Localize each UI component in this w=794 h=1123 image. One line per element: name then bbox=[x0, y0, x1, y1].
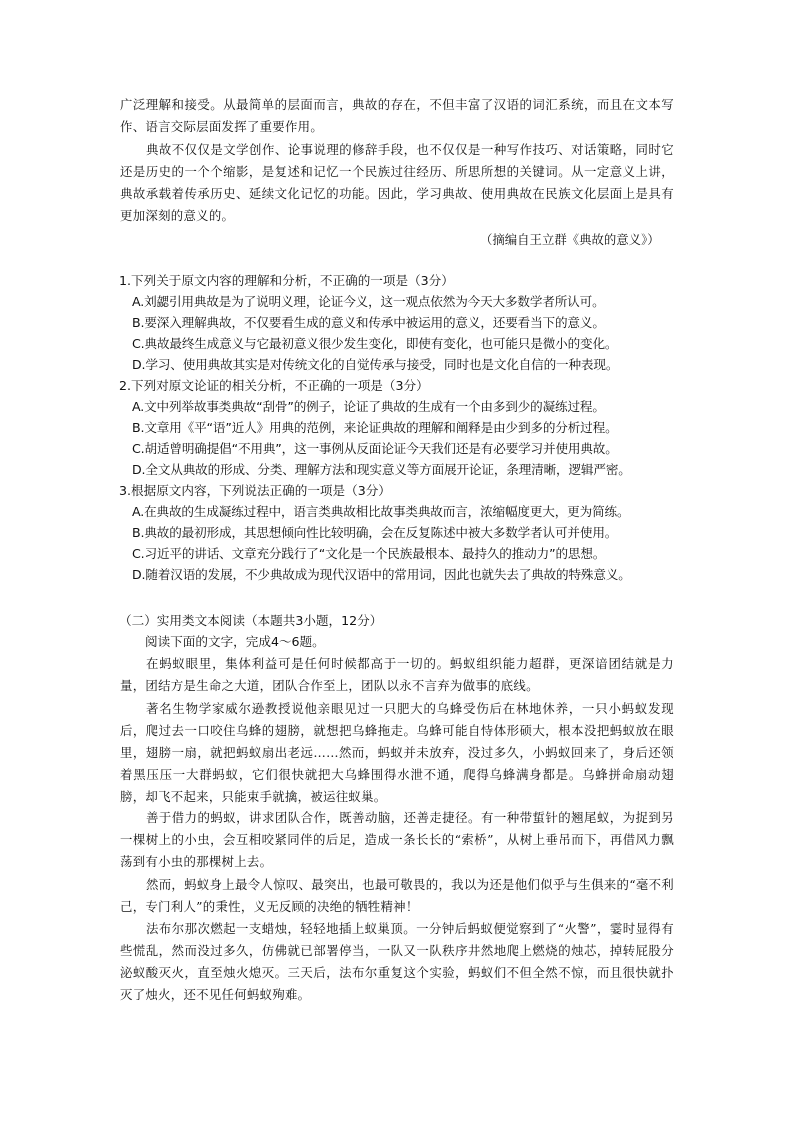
passage-source: （摘编自王立群《典故的意义》） bbox=[480, 232, 660, 247]
question-1-option-c: C.典故最终生成意义与它最初意义很少发生变化，即使有变化，也可能只是微小的变化。 bbox=[132, 336, 618, 351]
question-2-option-c: C.胡适曾明确提倡“不用典”，这一事例从反面论证今天我们还是有必要学习并使用典故。 bbox=[132, 441, 618, 456]
question-3-option-b: B.典故的最初形成，其思想倾向性比较明确，会在反复陈述中被大多数学者认可并使用。 bbox=[132, 525, 618, 540]
question-1-stem: 1.下列关于原文内容的理解和分析，不正确的一项是（3分） bbox=[119, 273, 454, 288]
section-2-instruction: 阅读下面的文字，完成4～6题。 bbox=[145, 634, 325, 649]
question-3-option-c: C.习近平的讲话、文章充分践行了“文化是一个民族最根本、最持久的推动力”的思想。 bbox=[132, 546, 606, 561]
question-3-stem: 3.根据原文内容，下列说法正确的一项是（3分） bbox=[119, 483, 391, 498]
article-paragraph-5: 法布尔那次燃起一支蜡烛，轻轻地插上蚁巢顶。一分钟后蚂蚁便觉察到了“火警”，霎时显得有些慌乱，然而没过多久，仿佛就已部署停当，一队又一队秩序井然地爬上燃烧的烛芯，掉转屁股分泌蚁酸灭火，直至烛火熄灭。三天后，法布尔重复这个实验，蚂蚁们不但全然不惊，而且很快就扑灭了烛火，还不见任何蚂蚁殉难。 bbox=[120, 921, 674, 1002]
article-paragraph-2: 著名生物学家威尔逊教授说他亲眼见过一只肥大的乌蜂受伤后在林地休养，一只小蚂蚁发现后，爬过去一口咬住乌蜂的翅膀，就想把乌蜂拖走。乌蜂可能自恃体形硕大，根本没把蚂蚁放在眼里，翅膀一扇，就把蚂蚁扇出老远……然而，蚂蚁并未放弃，没过多久，小蚂蚁回来了，身后还领着黑压压一大群蚂蚁，它们很快就把大乌蜂围得水泄不通，爬得乌蜂满身都是。乌蜂拼命扇动翅膀，却飞不起来，只能束手就擒，被运往蚁巢。 bbox=[120, 701, 674, 804]
question-1-option-b: B.要深入理解典故，不仅要看生成的意义和传承中被运用的意义，还要看当下的意义。 bbox=[132, 315, 605, 330]
question-2-option-a: A.文中列举故事类典故“刮骨”的例子，论证了典故的生成有一个由多到少的凝练过程。 bbox=[132, 399, 605, 414]
question-1-option-d: D.学习、使用典故其实是对传统文化的自觉传承与接受，同时也是文化自信的一种表现。 bbox=[132, 357, 619, 372]
article-paragraph-1: 在蚂蚁眼里，集体利益可是任何时候都高于一切的。蚂蚁组织能力超群，更深谙团结就是力量，团结方是生命之大道，团队合作至上，团队以永不言弃为做事的底线。 bbox=[120, 656, 674, 693]
passage-paragraph-1: 广泛理解和接受。从最简单的层面而言，典故的存在，不但丰富了汉语的词汇系统，而且在文本写作、语言交际层面发挥了重要作用。 bbox=[120, 97, 674, 134]
question-3-option-d: D.随着汉语的发展，不少典故成为现代汉语中的常用词，因此也就失去了典故的特殊意义。 bbox=[132, 567, 631, 582]
question-2-option-d: D.全文从典故的形成、分类、理解方法和现实意义等方面展开论证，条理清晰，逻辑严密。 bbox=[132, 462, 631, 477]
question-2-option-b: B.文章用《平“语”近人》用典的范例，来论证典故的理解和阐释是由少到多的分析过程。 bbox=[132, 420, 618, 435]
passage-paragraph-2: 典故不仅仅是文学创作、论事说理的修辞手段，也不仅仅是一种写作技巧、对话策略，同时它还是历史的一个个缩影，是复述和记忆一个民族过往经历、所思所想的关键词。从一定意义上讲，典故承载着传承历史、延续文化记忆的功能。因此，学习典故、使用典故在民族文化层面上是具有更加深刻的意义的。 bbox=[120, 142, 674, 223]
article-paragraph-4: 然而，蚂蚁身上最令人惊叹、最突出，也最可敬畏的，我以为还是他们似乎与生俱来的“毫不利己，专门利人”的秉性，义无反顾的决绝的牺牲精神！ bbox=[120, 877, 674, 914]
article-paragraph-3: 善于借力的蚂蚁，讲求团队合作，既善动脑，还善走捷径。有一种带蜇针的翘尾蚁，为捉到另一棵树上的小虫，会互相咬紧同伴的后足，造成一条长长的“索桥”，从树上垂吊而下，再借风力飘荡到有小虫的那棵树上去。 bbox=[120, 810, 674, 869]
question-3-option-a: A.在典故的生成凝练过程中，语言类典故相比故事类典故而言，浓缩幅度更大，更为简练。 bbox=[132, 504, 630, 519]
question-2-stem: 2.下列对原文论证的相关分析，不正确的一项是（3分） bbox=[119, 378, 429, 393]
section-2-title: （二）实用类文本阅读（本题共3小题，12分） bbox=[119, 613, 383, 628]
question-1-option-a: A.刘勰引用典故是为了说明义理，论证今义，这一观点依然为今天大多数学者所认可。 bbox=[132, 294, 605, 309]
